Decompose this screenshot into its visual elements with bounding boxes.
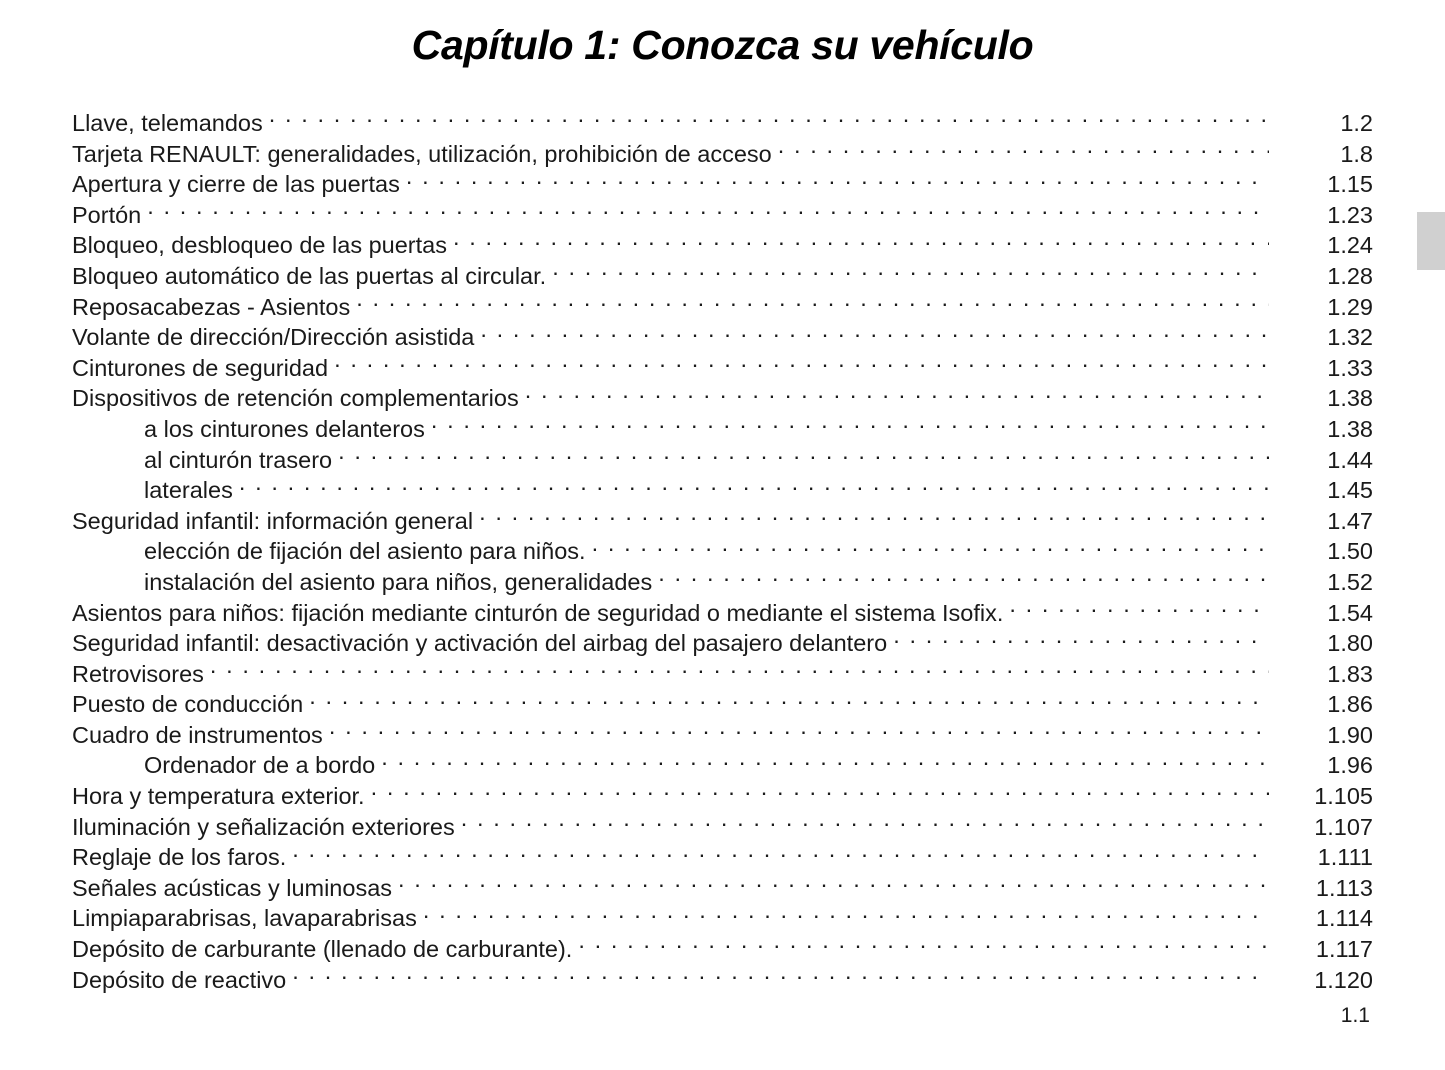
toc-entry[interactable] (72, 139, 1373, 170)
toc-entry-page-number: 1.2 (1340, 110, 1373, 136)
toc-entry-label: Ordenador de a bordo (144, 752, 376, 779)
toc-dot-leader (292, 843, 1269, 865)
toc-entry-page-number: 1.113 (1315, 874, 1373, 901)
toc-entry-label: Seguridad infantil: desactivación y activación del airbag del pasajero delantero (72, 630, 888, 657)
toc-entry[interactable] (72, 842, 1373, 873)
toc-entry[interactable] (72, 659, 1373, 690)
toc-dot-leader (1009, 599, 1269, 621)
toc-dot-leader (239, 476, 1269, 498)
toc-entry-label: Dispositivos de retención complementarios (72, 385, 519, 412)
toc-dot-leader (381, 751, 1269, 773)
toc-entry-page-number: 1.15 (1327, 171, 1373, 198)
table-of-contents (72, 108, 1373, 995)
toc-entry[interactable] (72, 536, 1373, 567)
toc-entry-label: Depósito de reactivo (72, 966, 287, 993)
toc-entry[interactable] (72, 781, 1373, 812)
toc-dot-leader (893, 629, 1269, 651)
toc-entry-label: Reposacabezas - Asientos (72, 293, 351, 320)
toc-entry-page-number: 1.47 (1327, 507, 1373, 534)
toc-entry[interactable] (72, 934, 1373, 965)
toc-entry-page-number: 1.23 (1327, 201, 1373, 228)
toc-entry-label: Llave, telemandos (72, 110, 263, 136)
toc-entry-label: Bloqueo, desbloqueo de las puertas (72, 232, 447, 259)
toc-entry-label: Puesto de conducción (72, 691, 304, 718)
toc-dot-leader (210, 660, 1269, 682)
toc-entry[interactable] (72, 383, 1373, 414)
toc-entry[interactable] (72, 108, 1373, 139)
page-folio: 1.1 (1340, 1004, 1370, 1027)
toc-entry-page-number: 1.29 (1327, 293, 1373, 320)
toc-dot-leader (592, 537, 1269, 559)
toc-entry-label: laterales (144, 477, 233, 504)
toc-entry-page-number: 1.90 (1327, 721, 1373, 748)
toc-dot-leader (329, 721, 1269, 743)
toc-entry-page-number: 1.83 (1327, 660, 1373, 687)
toc-dot-leader (309, 690, 1269, 712)
toc-entry[interactable] (72, 628, 1373, 659)
toc-entry-label: instalación del asiento para niños, generalidades (144, 568, 653, 595)
toc-dot-leader (334, 354, 1269, 376)
toc-entry[interactable] (72, 353, 1373, 384)
toc-entry-label: Limpiaparabrisas, lavaparabrisas (72, 905, 417, 932)
toc-entry-page-number: 1.8 (1340, 140, 1373, 167)
toc-entry-label: Señales acústicas y luminosas (72, 874, 393, 901)
toc-entry[interactable] (72, 750, 1373, 781)
toc-entry[interactable] (72, 230, 1373, 261)
toc-entry-label: Apertura y cierre de las puertas (72, 171, 400, 198)
toc-entry[interactable] (72, 965, 1373, 996)
toc-dot-leader (338, 446, 1269, 468)
toc-entry-page-number: 1.120 (1314, 966, 1373, 993)
toc-entry-label: elección de fijación del asiento para niños. (144, 538, 586, 565)
toc-entry-label: Hora y temperatura exterior. (72, 783, 365, 810)
toc-entry-label: Reglaje de los faros. (72, 844, 287, 871)
toc-entry-label: Seguridad infantil: información general (72, 507, 474, 534)
toc-entry-label: Retrovisores (72, 660, 204, 687)
toc-dot-leader (423, 904, 1269, 926)
toc-entry-label: Iluminación y señalización exteriores (72, 813, 455, 840)
toc-entry[interactable] (72, 689, 1373, 720)
toc-entry-page-number: 1.107 (1314, 813, 1373, 840)
toc-entry-label: Cuadro de instrumentos (72, 721, 323, 748)
toc-entry[interactable] (72, 873, 1373, 904)
toc-dot-leader (147, 201, 1269, 223)
toc-entry-page-number: 1.105 (1314, 783, 1373, 810)
toc-entry-label: Bloqueo automático de las puertas al circular. (72, 262, 547, 289)
toc-dot-leader (431, 415, 1269, 437)
toc-entry-label: Tarjeta RENAULT: generalidades, utilización, prohibición de acceso (72, 140, 772, 167)
toc-entry-label: Cinturones de seguridad (72, 354, 329, 381)
toc-entry-page-number: 1.86 (1327, 691, 1373, 718)
toc-entry-page-number: 1.96 (1327, 752, 1373, 779)
toc-entry[interactable] (72, 169, 1373, 200)
toc-entry-label: Asientos para niños: fijación mediante cinturón de seguridad o mediante el sistema Isofix. (72, 599, 1004, 626)
toc-entry[interactable] (72, 812, 1373, 843)
toc-dot-leader (552, 262, 1269, 284)
toc-entry-page-number: 1.54 (1327, 599, 1373, 626)
toc-dot-leader (480, 323, 1269, 345)
toc-entry-page-number: 1.80 (1327, 630, 1373, 657)
page-title: Capítulo 1: Conozca su vehículo (411, 22, 1034, 68)
toc-entry-page-number: 1.33 (1327, 354, 1373, 381)
toc-entry-page-number: 1.45 (1327, 477, 1373, 504)
toc-entry[interactable] (72, 720, 1373, 751)
toc-entry-page-number: 1.52 (1327, 568, 1373, 595)
toc-dot-leader (292, 966, 1269, 988)
toc-entry-page-number: 1.114 (1315, 905, 1373, 932)
toc-entry-label: Depósito de carburante (llenado de carburante). (72, 936, 573, 963)
toc-entry[interactable] (72, 598, 1373, 629)
toc-entry[interactable] (72, 414, 1373, 445)
toc-dot-leader (453, 231, 1269, 253)
toc-dot-leader (525, 384, 1269, 406)
toc-dot-leader (658, 568, 1269, 590)
chapter-thumb-tab (1417, 212, 1445, 270)
toc-dot-leader (479, 507, 1269, 529)
toc-entry[interactable] (72, 292, 1373, 323)
toc-entry[interactable] (72, 475, 1373, 506)
toc-entry[interactable] (72, 903, 1373, 934)
toc-dot-leader (269, 109, 1269, 131)
toc-dot-leader (406, 170, 1269, 192)
toc-entry-page-number: 1.38 (1327, 385, 1373, 412)
toc-entry[interactable] (72, 322, 1373, 353)
toc-entry-label: al cinturón trasero (144, 446, 333, 473)
toc-dot-leader (461, 813, 1269, 835)
toc-entry-page-number: 1.50 (1327, 538, 1373, 565)
toc-entry-label: Volante de dirección/Dirección asistida (72, 324, 475, 351)
toc-entry-page-number: 1.44 (1327, 446, 1373, 473)
toc-entry-label: a los cinturones delanteros (144, 415, 425, 442)
toc-entry[interactable] (72, 567, 1373, 598)
toc-entry-page-number: 1.28 (1327, 262, 1373, 289)
toc-dot-leader (371, 782, 1269, 804)
toc-entry-label: Portón (72, 201, 142, 228)
toc-entry-page-number: 1.24 (1327, 232, 1373, 259)
toc-entry[interactable] (72, 506, 1373, 537)
toc-entry-page-number: 1.32 (1327, 324, 1373, 351)
toc-entry-page-number: 1.111 (1317, 844, 1373, 871)
toc-entry[interactable] (72, 261, 1373, 292)
toc-entry-page-number: 1.117 (1315, 936, 1373, 963)
toc-dot-leader (398, 874, 1269, 896)
toc-dot-leader (578, 935, 1269, 957)
toc-entry[interactable] (72, 200, 1373, 231)
toc-dot-leader (356, 293, 1269, 315)
toc-dot-leader (778, 140, 1269, 162)
toc-entry[interactable] (72, 445, 1373, 476)
toc-entry-page-number: 1.38 (1327, 415, 1373, 442)
